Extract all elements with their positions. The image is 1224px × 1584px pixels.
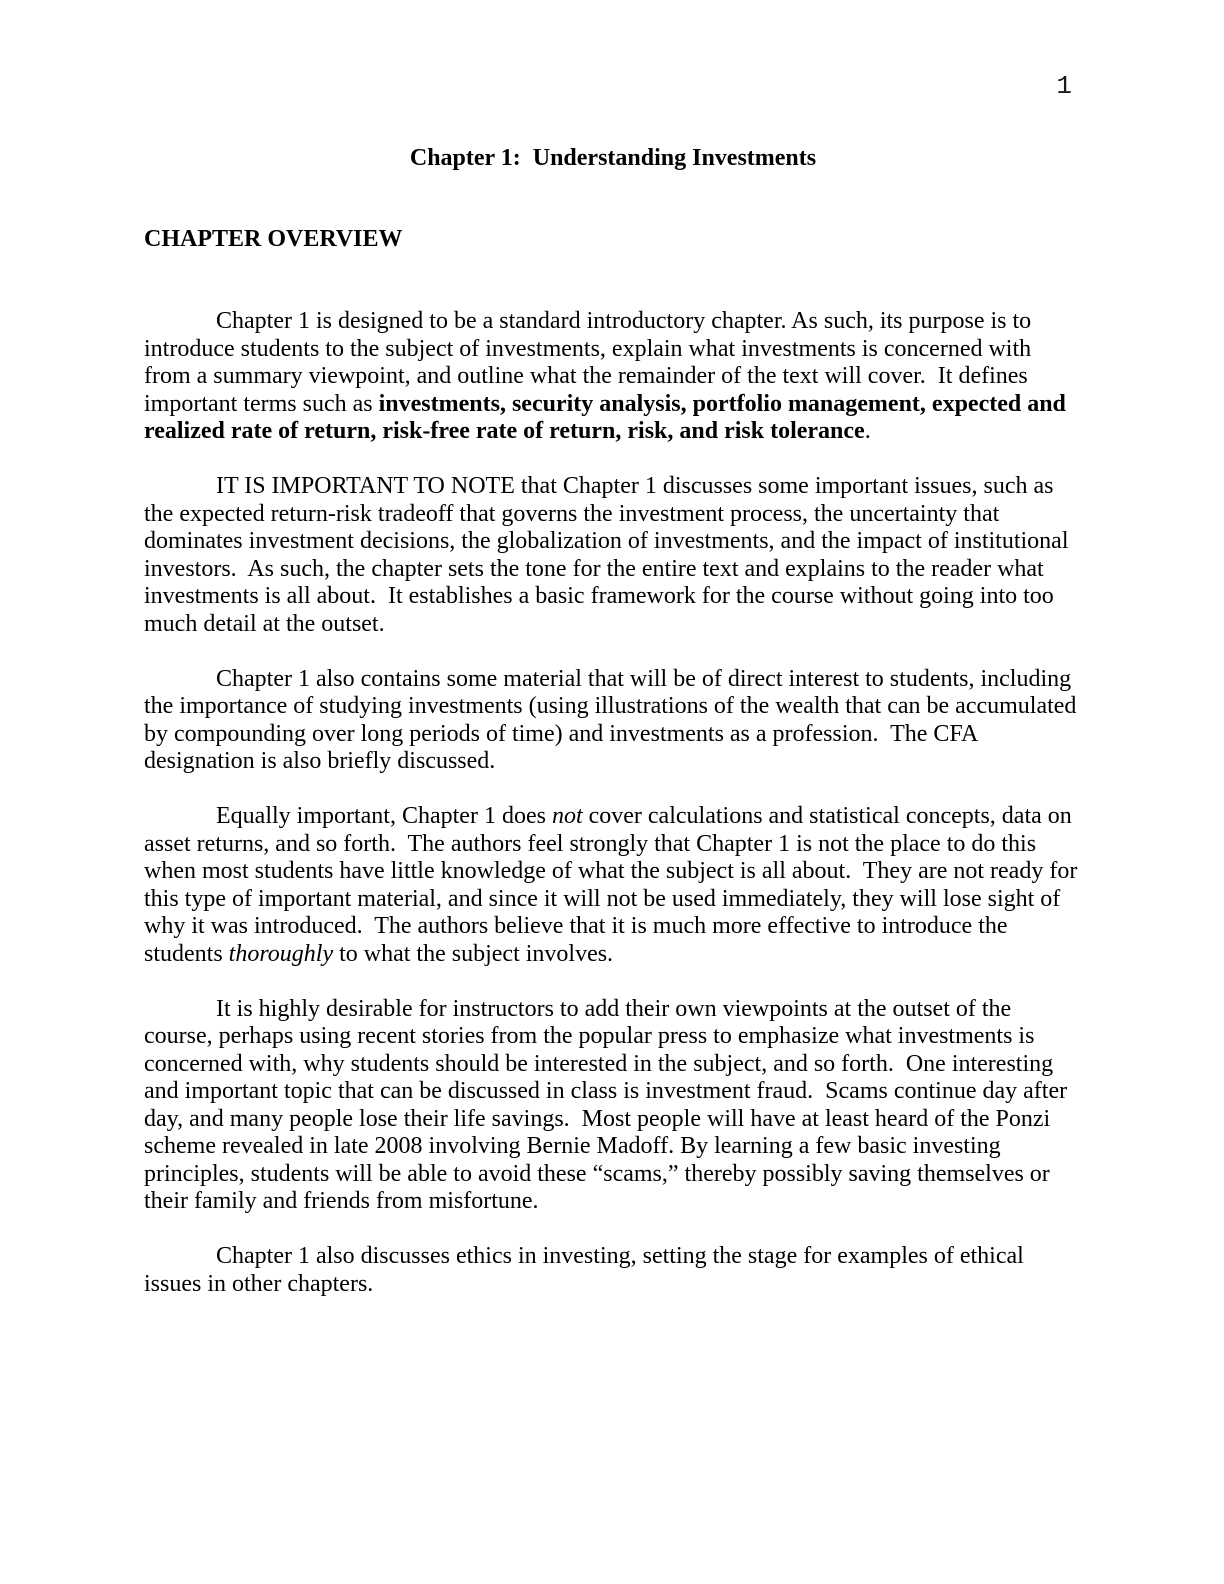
bold-text-run: investments, security analysis, portfolio management, expected and realized rate of return, risk-free rate of return, risk, and risk tolerance xyxy=(144,390,1072,444)
paragraph xyxy=(144,803,1082,968)
paragraph xyxy=(144,996,1082,1216)
document-title: Chapter 1: Understanding Investments xyxy=(409,145,817,171)
paragraph xyxy=(144,473,1082,638)
text-run: It is highly desirable for instructors to add their own viewpoints at the outset of the course, perhaps using recent stories from the popular press to emphasize what investments is concerned with, why students should be interested in the subject, and so forth. One interesting and important topic that can be discussed in class is investment fraud. Scams continue day after day, and many people lose their life savings. Most people will have at least heard of the Ponzi scheme revealed in late 2008 involving Bernie Madoff. By learning a few basic investing principles, students will be able to avoid these “scams,” thereby possibly saving themselves or their family and friends from misfortune. xyxy=(144,995,1074,1214)
text-run: Chapter 1 also discusses ethics in investing, setting the stage for examples of ethical issues in other chapters. xyxy=(144,1243,1030,1297)
paragraph xyxy=(144,308,1082,446)
text-run: to what the subject involves. xyxy=(333,940,614,967)
text-run: Equally important, Chapter 1 does xyxy=(216,803,552,829)
text-run: Chapter 1 is designed to be a standard introductory chapter. As such, its purpose is to introduce students to the subject of investments, explain what investments is concerned with from a summary viewpoint, and outline what the remainder of the text will cover. It defines important terms such as xyxy=(144,308,1038,417)
text-run: . xyxy=(864,418,871,444)
paragraph xyxy=(144,666,1082,776)
italic-text-run: thoroughly xyxy=(228,940,334,967)
section-heading: CHAPTER OVERVIEW xyxy=(144,225,403,252)
paragraphs xyxy=(144,308,1082,1298)
page-number: 1 xyxy=(1056,71,1072,101)
text-run: Chapter 1 also contains some material that will be of direct interest to students, including the importance of studying investments (using illustrations of the wealth that can be accumulated by compounding over long periods of time) and investments as a profession. The CFA designation is also briefly discussed. xyxy=(144,665,1083,774)
italic-text-run: not xyxy=(551,803,583,829)
paragraph xyxy=(144,1243,1082,1298)
text-run: IT IS IMPORTANT TO NOTE that Chapter 1 discusses some important issues, such as the expected return-risk tradeoff that governs the investment process, the uncertainty that dominates investment decisions, the globalization of investments, and the impact of institutional investors. As such, the chapter sets the tone for the entire text and explains to the reader what investments is all about. It establishes a basic framework for the course without going into too much detail at the outset. xyxy=(144,473,1075,637)
document-content xyxy=(144,145,1082,1298)
text-run: cover calculations and statistical concepts, data on asset returns, and so forth. The authors feel strongly that Chapter 1 is not the place to do this when most students have little knowledge of what the subject is all about. They are not ready for this type of important material, and since it will not be used immediately, they will lose sight of why it was introduced. The authors believe that it is much more effective to introduce the students xyxy=(144,803,1084,967)
